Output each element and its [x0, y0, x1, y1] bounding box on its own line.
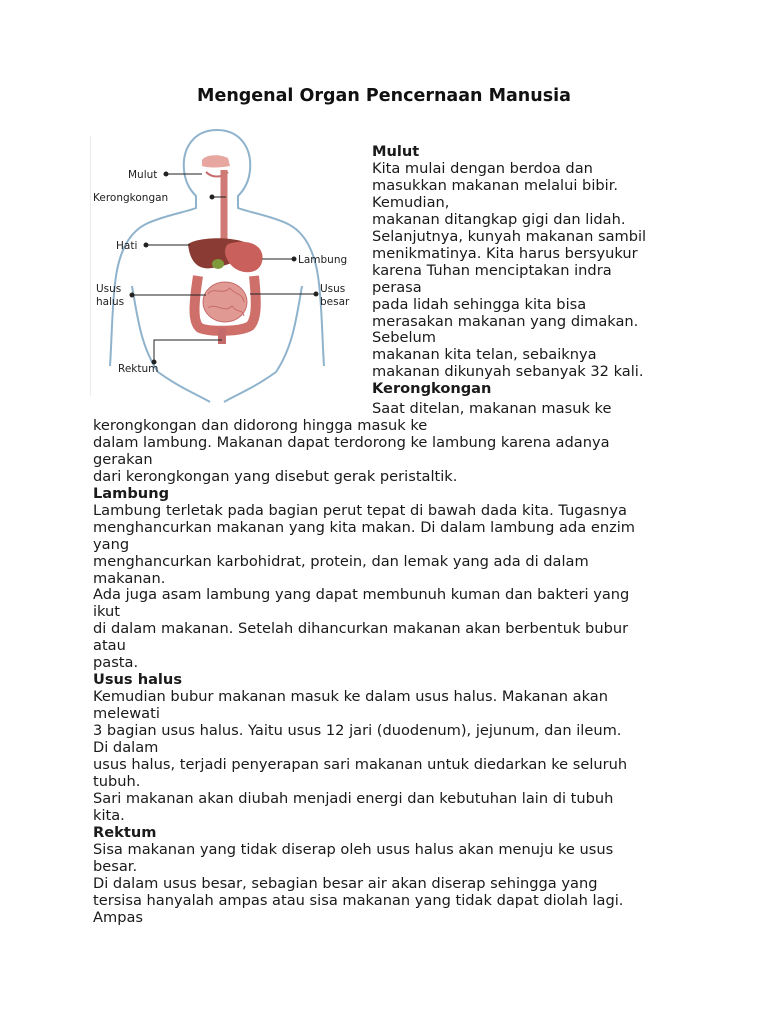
paragraph-line: Selanjutnya, kunyah makanan sambil: [372, 227, 647, 245]
section-heading-lambung: Lambung: [93, 484, 170, 502]
section-heading-usus-halus: Usus halus: [93, 671, 183, 689]
paragraph-line: masukkan makanan melalui bibir.: [372, 176, 618, 194]
paragraph-line: makanan.: [93, 569, 166, 587]
paragraph-line: Ada juga asam lambung yang dapat membunuh kuman dan bakteri yang: [93, 586, 630, 604]
label-lambung: Lambung: [298, 254, 348, 266]
mulut-section: [372, 144, 672, 398]
paragraph-line: 3 bagian usus halus. Yaitu usus 12 jari (duodenum), jejunum, dan ileum.: [93, 722, 622, 740]
label-usus-besar-2: besar: [320, 296, 350, 308]
label-mulut: Mulut: [128, 169, 158, 181]
paragraph-line: yang: [93, 535, 130, 553]
paragraph-line: Di dalam usus besar, sebagian besar air akan diserap sehingga yang: [93, 874, 598, 892]
label-usus-halus-2: halus: [96, 296, 125, 308]
paragraph-line: merasakan makanan yang dimakan.: [372, 312, 639, 330]
paragraph-line: Kemudian bubur makanan masuk ke dalam usus halus. Makanan akan: [93, 688, 608, 706]
stomach-shape: [225, 242, 262, 273]
paragraph-line: kita.: [93, 806, 125, 824]
mouth-shape: [202, 155, 230, 167]
label-kerongkongan: Kerongkongan: [93, 192, 169, 204]
kerongkongan-first-line: Saat ditelan, makanan masuk ke: [372, 400, 612, 417]
small-intestine-shape: [203, 282, 247, 322]
paragraph-line: pada lidah sehingga kita bisa: [372, 295, 587, 313]
label-hati: Hati: [116, 240, 138, 252]
paragraph-line: tersisa hanyalah ampas atau sisa makanan yang tidak dapat diolah lagi.: [93, 891, 624, 909]
paragraph-line: dari kerongkongan yang disebut gerak peristaltik.: [93, 467, 458, 485]
paragraph-line: menikmatinya. Kita harus bersyukur: [372, 244, 638, 262]
paragraph-line: karena Tuhan menciptakan indra: [372, 261, 612, 279]
paragraph-line: Lambung terletak pada bagian perut tepat di bawah dada kita. Tugasnya: [93, 501, 627, 519]
paragraph-line: melewati: [93, 705, 160, 723]
label-rektum: Rektum: [118, 363, 159, 375]
digestive-system-illustration: [90, 126, 360, 404]
page-title: Mengenal Organ Pencernaan Manusia: [197, 86, 571, 106]
paragraph-line: Kemudian,: [372, 193, 450, 211]
digestive-system-figure: [90, 126, 360, 404]
paragraph-line: menghancurkan makanan yang kita makan. Di dalam lambung ada enzim: [93, 518, 636, 536]
section-heading-kerongkongan: Kerongkongan: [372, 380, 492, 398]
paragraph-line: ikut: [93, 603, 121, 621]
paragraph-line: dalam lambung. Makanan dapat terdorong ke lambung karena adanya: [93, 433, 610, 451]
paragraph-line: Di dalam: [93, 739, 159, 757]
paragraph-line: Sari makanan akan diubah menjadi energi dan kebutuhan lain di tubuh: [93, 789, 614, 807]
label-usus-halus-1: Usus: [96, 283, 122, 295]
paragraph-line: menghancurkan karbohidrat, protein, dan lemak yang ada di dalam: [93, 552, 589, 570]
label-usus-besar-1: Usus: [320, 283, 346, 295]
paragraph-line: makanan kita telan, sebaiknya: [372, 346, 597, 364]
paragraph-line: Kita mulai dengan berdoa dan: [372, 159, 593, 177]
paragraph-line: di dalam makanan. Setelah dihancurkan makanan akan berbentuk bubur: [93, 620, 629, 638]
section-heading-rektum: Rektum: [93, 823, 157, 841]
paragraph-line: gerakan: [93, 450, 153, 468]
paragraph-line: makanan ditangkap gigi dan lidah.: [372, 210, 626, 228]
paragraph-line: Sisa makanan yang tidak diserap oleh usus halus akan menuju ke usus: [93, 840, 614, 858]
paragraph-line: atau: [93, 637, 126, 655]
paragraph-line: tubuh.: [93, 772, 141, 790]
paragraph-line: Ampas: [93, 908, 144, 926]
paragraph-line: usus halus, terjadi penyerapan sari makanan untuk diedarkan ke seluruh: [93, 756, 628, 774]
paragraph-line: Sebelum: [372, 329, 437, 347]
paragraph-line: perasa: [372, 278, 422, 296]
paragraph-line: makanan dikunyah sebanyak 32 kali.: [372, 363, 644, 381]
paragraph-line: pasta.: [93, 654, 139, 672]
main-text: [93, 401, 693, 927]
paragraph-line: besar.: [93, 857, 138, 875]
paragraph-line: kerongkongan dan didorong hingga masuk ke: [93, 416, 428, 434]
section-heading-mulut: Mulut: [372, 143, 420, 160]
